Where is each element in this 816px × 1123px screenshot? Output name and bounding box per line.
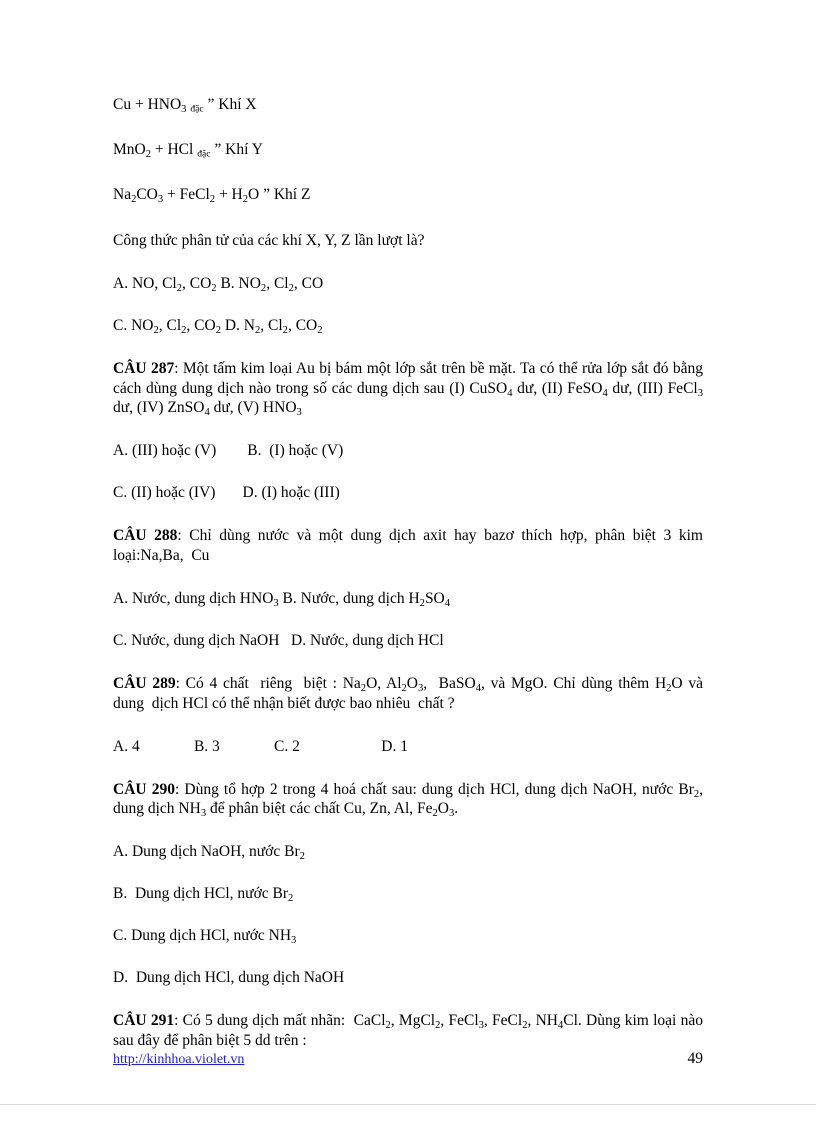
equation-line-3: $Na_2CO_3$ + FeCl$_2$ + $H_2O$ ” Khí Z xyxy=(113,186,311,205)
equation-line-1: $Cu + HNO_3$ đặc ” Khí X xyxy=(113,96,257,115)
question-prompt-286: Công thức phân tử của các khí X, Y, Z lần lượt là? xyxy=(113,232,425,249)
option-row-288-cd: C. Nước, dung dịch NaOH D. Nước, dung dịch HCl xyxy=(113,631,444,649)
option-row-290-b: B. Dung dịch HCl, nước $Br_2$ xyxy=(113,885,294,905)
answer-line-286-ab: A. NO, $Cl_2$, $CO_2$ B. $NO_2$, $Cl_2$, CO xyxy=(113,274,324,294)
option-row-287-ab: A. (III) hoặc (V) B. (I) hoặc (V) xyxy=(113,442,344,460)
option-row-287-cd: C. (II) hoặc (IV) D. (I) hoặc (III) xyxy=(113,484,340,502)
question-label-289: CÂU 289 xyxy=(113,674,176,692)
answer-line-286-cd: C. $NO_2$, $Cl_2$, $CO_2$ D. $N_2$, $Cl_2$, $CO_2$ xyxy=(113,316,323,336)
question-288: CÂU 288: Chỉ dùng nước và một dung dịch axit hay bazơ thích hợp, phân biệt 3 kim loại:Na,Ba, Cu xyxy=(113,527,703,565)
option-row-289: A. 4 B. 3 C. 2 D. 1 xyxy=(113,737,408,755)
question-289: CÂU 289: Có 4 chất riêng biệt : $Na_2O$, $Al_2O_3$, BaSO$_4$, và MgO. Chỉ dùng thêm $H_2O$ và dung dịch HCl có thể nhận biết được bao nhiêu chất ? xyxy=(113,674,703,712)
option-row-288-ab: A. Nước, dung dịch $HNO_3$ B. Nước, dung dịch $H_2SO_4$ xyxy=(113,589,451,609)
question-label-290: CÂU 290 xyxy=(113,780,175,798)
option-row-290-d: D. Dung dịch HCl, dung dịch NaOH xyxy=(113,969,345,987)
document-body xyxy=(113,96,703,1075)
option-row-290-c: C. Dung dịch HCl, nước $NH_3$ xyxy=(113,927,297,947)
equation-line-2: MnO$_2$ + HCl đặc ” Khí Y xyxy=(113,141,263,160)
question-290: CÂU 290: Dùng tổ hợp 2 trong 4 hoá chất sau: dung dịch HCl, dung dịch NaOH, nước $Br_2$, dung dịch $NH_3$ để phân biệt các chất Cu, Zn, Al, $Fe_2O_3$. xyxy=(113,780,703,820)
question-label-288: CÂU 288 xyxy=(113,527,178,545)
page-number: 49 xyxy=(687,1050,703,1067)
footer-website-link[interactable]: http://kinhhoa.violet.vn xyxy=(113,1052,245,1067)
footer-divider xyxy=(0,1104,816,1105)
page-footer xyxy=(113,1050,703,1068)
question-291: CÂU 291: Có 5 dung dịch mất nhãn: CaCl$_2$, MgCl$_2$, FeCl$_3$, FeCl$_2$, $NH_4Cl$. Dùng kim loại nào sau đây để phân biệt 5 dd trên : xyxy=(113,1012,703,1050)
question-label-287: CÂU 287 xyxy=(113,359,175,377)
question-label-291: CÂU 291 xyxy=(113,1012,175,1030)
question-287: CÂU 287: Một tấm kim loại Au bị bám một lớp sắt trên bề mặt. Ta có thể rửa lớp sắt đó bằng cách dùng dung dịch nào trong số các dung dịch sau (I) CuSO$_4$ dư, (II) FeSO$_4$ dư, (III) FeCl$_3$ dư, (IV) ZnSO$_4$ dư, (V) $HNO_3$ xyxy=(113,359,703,419)
option-row-290-a: A. Dung dịch NaOH, nước $Br_2$ xyxy=(113,843,305,863)
